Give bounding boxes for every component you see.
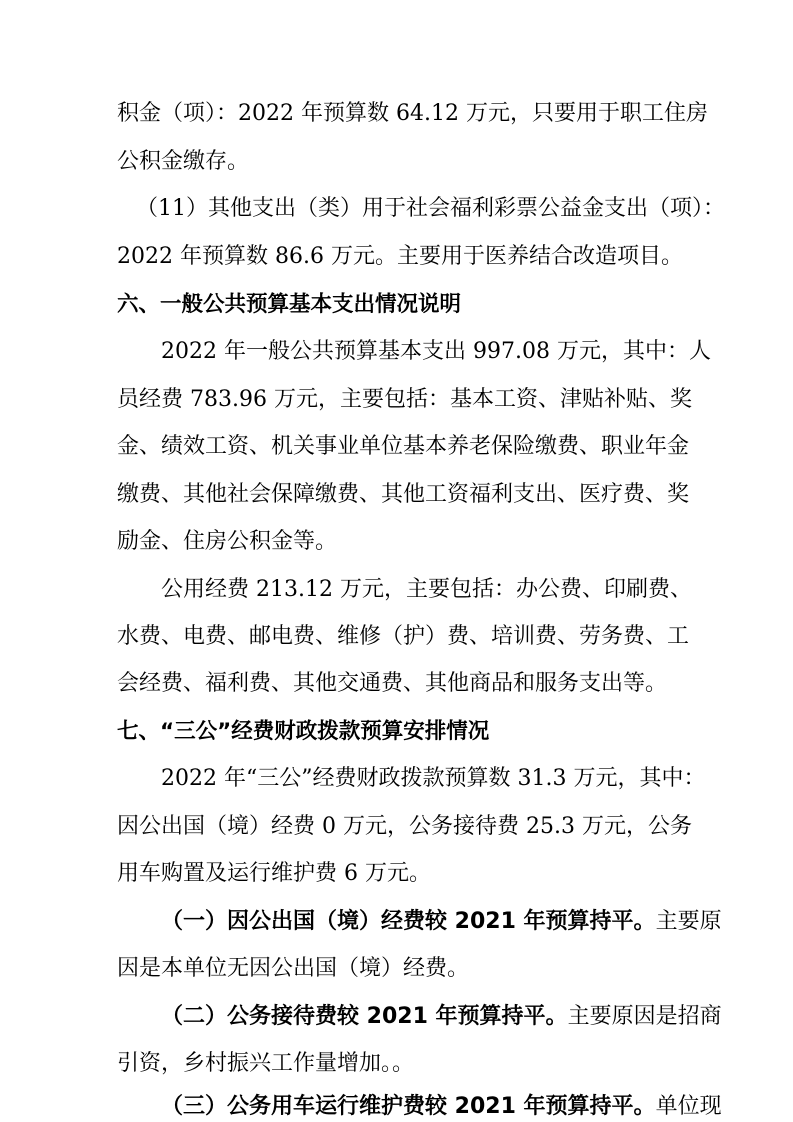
paragraph-line: 会经费、福利费、其他交通费、其他商品和服务支出等。	[117, 671, 668, 696]
list-item-lead: （一）因公出国（境）经费较 2021 年预算持平。	[161, 909, 656, 934]
paragraph-line: 公用经费 213.12 万元，主要包括：办公费、印刷费、	[161, 577, 692, 602]
paragraph-line: 员经费 783.96 万元，主要包括：基本工资、津贴补贴、奖	[117, 387, 692, 412]
paragraph-line: 积金（项）：2022 年预算数 64.12 万元，只要用于职工住房	[117, 101, 708, 126]
paragraph-line: 用车购置及运行维护费 6 万元。	[117, 861, 431, 886]
section-heading: 六、一般公共预算基本支出情况说明	[117, 292, 462, 317]
list-item-text: 主要原	[655, 909, 722, 934]
paragraph-line: （11）其他支出（类）用于社会福利彩票公益金支出（项）：	[136, 196, 725, 221]
list-item	[161, 907, 722, 937]
paragraph-line: 缴费、其他社会保障缴费、其他工资福利支出、医疗费、奖	[117, 482, 690, 507]
paragraph-line: 公积金缴存。	[117, 149, 250, 174]
list-item	[161, 1092, 722, 1122]
list-item-text: 单位现	[655, 1094, 722, 1119]
paragraph-line: 2022 年“三公”经费财政拨款预算数 31.3 万元，其中：	[161, 766, 706, 791]
section-heading: 七、“三公”经费财政拨款预算安排情况	[117, 719, 490, 744]
paragraph-line: 因是本单位无因公出国（境）经费。	[117, 956, 470, 981]
list-item-lead: （三）公务用车运行维护费较 2021 年预算持平。	[161, 1094, 656, 1119]
paragraph-line: 金、绩效工资、机关事业单位基本养老保险缴费、职业年金	[117, 434, 690, 459]
paragraph-line: 水费、电费、邮电费、维修（护）费、培训费、劳务费、工	[117, 624, 690, 649]
list-item-lead: （二）公务接待费较 2021 年预算持平。	[161, 1004, 568, 1029]
paragraph-line: 因公出国（境）经费 0 万元，公务接待费 25.3 万元，公务	[117, 814, 692, 839]
paragraph-line: 2022 年预算数 86.6 万元。主要用于医养结合改造项目。	[117, 244, 683, 269]
paragraph-line: 2022 年一般公共预算基本支出 997.08 万元，其中：人	[161, 339, 711, 364]
paragraph-line: 励金、住房公积金等。	[117, 529, 338, 554]
list-item-text: 主要原因是招商	[567, 1004, 722, 1029]
list-item	[161, 1002, 722, 1032]
paragraph-line: 引资，乡村振兴工作量增加。。	[117, 1051, 415, 1076]
